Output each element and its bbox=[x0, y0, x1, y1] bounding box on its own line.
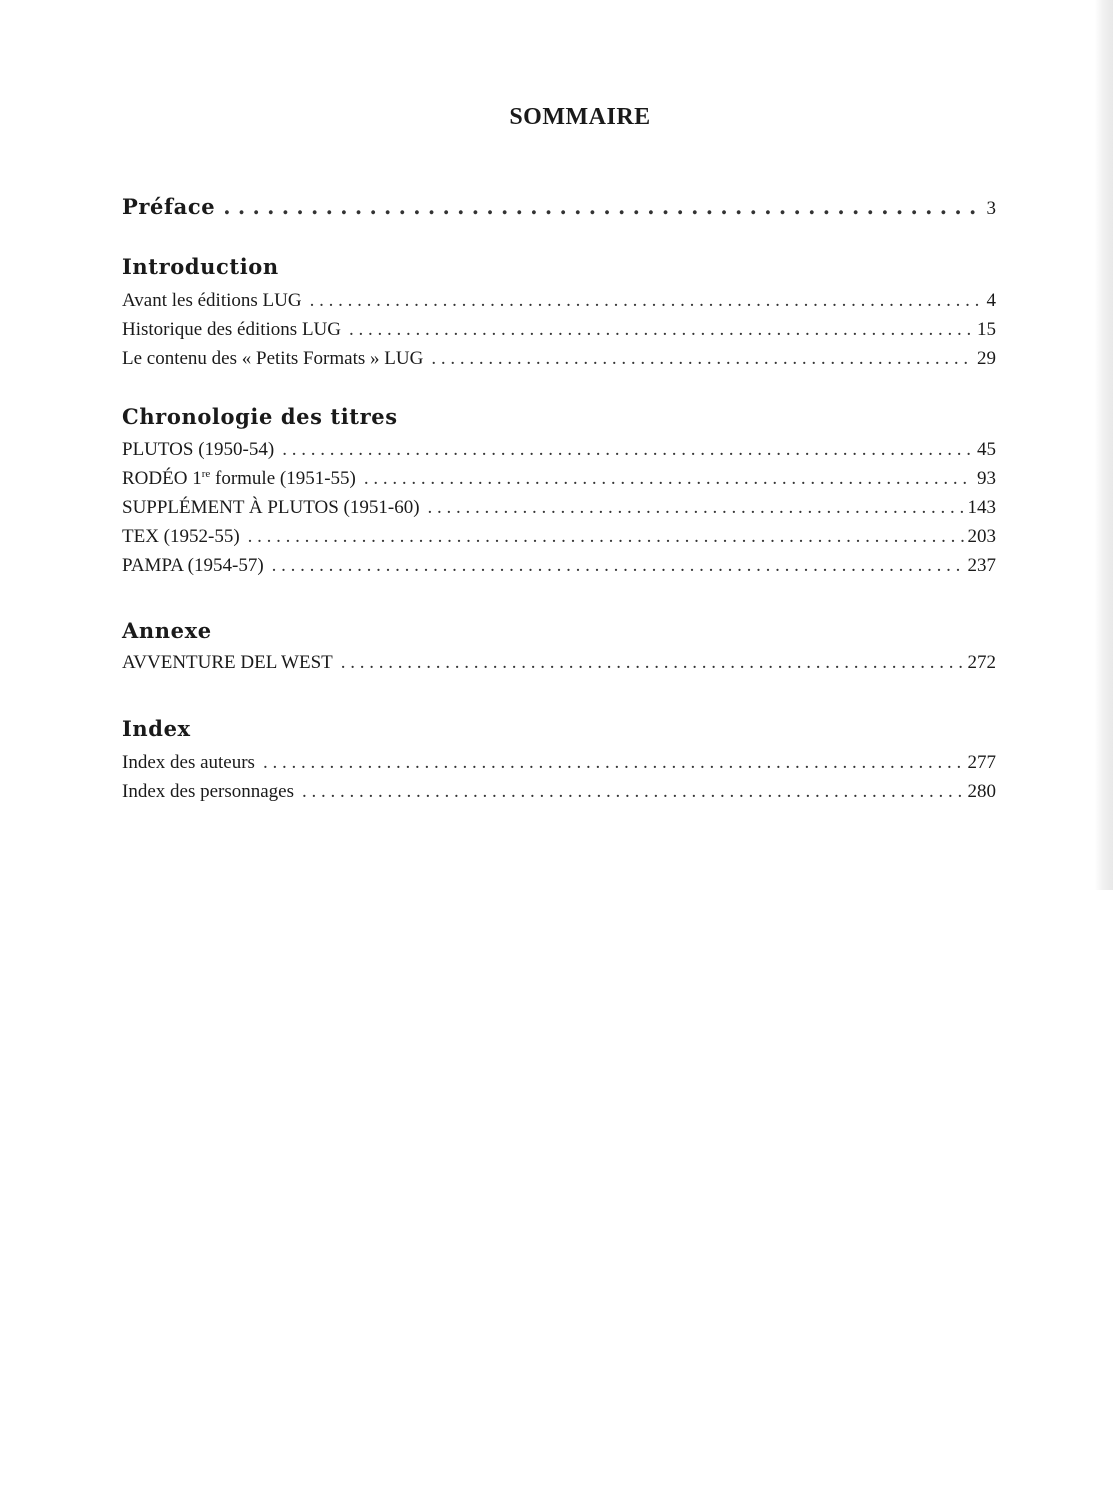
toc-page-number: 143 bbox=[967, 497, 996, 518]
toc-entry-label-main: RODÉO 1 bbox=[122, 468, 202, 489]
toc-entry-label: Historique des éditions LUG bbox=[122, 319, 342, 340]
toc-entry-label: TEX (1952-55) bbox=[122, 526, 240, 547]
toc-entry[interactable] bbox=[122, 439, 996, 461]
toc-page-number: 15 bbox=[977, 319, 996, 340]
toc-entry-label: PAMPA (1954-57) bbox=[122, 555, 264, 576]
toc-page-number: 272 bbox=[967, 652, 996, 673]
toc-entry[interactable] bbox=[122, 319, 996, 341]
dot-leader bbox=[349, 319, 973, 341]
toc-entry-label bbox=[122, 468, 356, 490]
ordinal-superscript: re bbox=[201, 468, 211, 480]
toc-page-number: 93 bbox=[977, 468, 996, 489]
dot-leader bbox=[341, 652, 964, 674]
toc-page-number: 3 bbox=[986, 198, 996, 219]
dot-leader bbox=[272, 555, 964, 577]
dot-leader bbox=[248, 526, 964, 548]
toc-entry[interactable] bbox=[122, 497, 996, 519]
toc-entry-label: SUPPLÉMENT À PLUTOS (1951-60) bbox=[122, 497, 420, 518]
toc-entry[interactable] bbox=[122, 752, 996, 774]
toc-page-number: 29 bbox=[977, 348, 996, 369]
toc-entry[interactable] bbox=[122, 781, 996, 803]
toc-page-number: 237 bbox=[967, 555, 996, 576]
toc-page-number: 280 bbox=[967, 781, 996, 802]
toc-entry[interactable] bbox=[122, 348, 996, 370]
page-edge-shadow bbox=[1095, 0, 1113, 890]
dot-leader bbox=[431, 348, 973, 370]
toc-page-number: 277 bbox=[967, 752, 996, 773]
toc-page-number: 203 bbox=[967, 526, 996, 547]
dot-leader bbox=[428, 497, 964, 519]
toc-entry-preface[interactable] bbox=[122, 196, 996, 220]
toc-entry-label: Préface bbox=[122, 194, 216, 219]
toc-entry-label: AVVENTURE DEL WEST bbox=[122, 652, 333, 673]
toc-page-number: 45 bbox=[977, 439, 996, 460]
dot-leader bbox=[302, 781, 963, 803]
page-title: SOMMAIRE bbox=[509, 104, 651, 130]
toc-entry[interactable] bbox=[122, 652, 996, 674]
section-heading-annexe: Annexe bbox=[122, 618, 212, 643]
toc-entry-label: Avant les éditions LUG bbox=[122, 290, 302, 311]
dot-leader bbox=[223, 196, 982, 218]
toc-entry[interactable] bbox=[122, 468, 996, 490]
toc-entry[interactable] bbox=[122, 526, 996, 548]
section-heading-index: Index bbox=[122, 716, 191, 741]
toc-entry-label: Index des personnages bbox=[122, 781, 295, 802]
toc-entry-label: Index des auteurs bbox=[122, 752, 255, 773]
toc-entry[interactable] bbox=[122, 555, 996, 577]
toc-entry-label-rest: formule (1951-55) bbox=[210, 468, 356, 489]
section-heading-chronologie: Chronologie des titres bbox=[122, 404, 398, 429]
toc-entry-label: PLUTOS (1950-54) bbox=[122, 439, 275, 460]
dot-leader bbox=[263, 752, 964, 774]
dot-leader bbox=[364, 468, 973, 490]
toc-page-number: 4 bbox=[986, 290, 996, 311]
toc-entry-label: Le contenu des « Petits Formats » LUG bbox=[122, 348, 424, 369]
section-heading-introduction: Introduction bbox=[122, 254, 279, 279]
toc-entry[interactable] bbox=[122, 290, 996, 312]
dot-leader bbox=[310, 290, 983, 312]
dot-leader bbox=[282, 439, 973, 461]
